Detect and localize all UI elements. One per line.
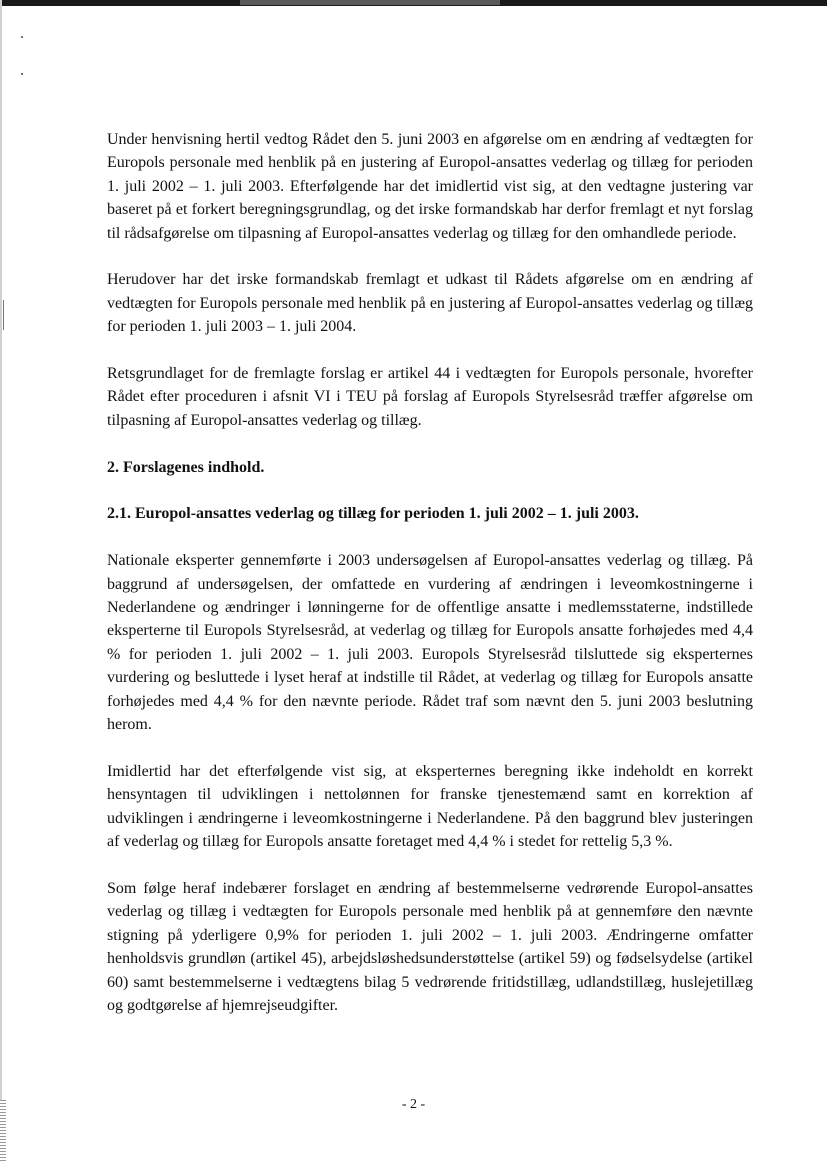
scan-border-left [0,0,2,1163]
paragraph-body-3: Som følge heraf indebærer forslaget en ændring af bestemmelserne vedrørende Europol-ansattes vederlag og tillæg i vedtægten for Europols personale med henblik på at gennemføre den nævnte stigning på yderligere 0,9% for perioden 1. juli 2002 – 1. juli 2003. Ændringerne omfatter henholdsvis grundløn (artikel 45), arbejdsløshedsunderstøttelse (artikel 59) og fødselsydelse (artikel 60) samt bestemmelserne i vedtægtens bilag 5 vedrørende fritidstillæg, udlandstillæg, huslejetillæg og godtgørelse af hjemrejseudgifter. [107,879,753,1014]
scan-mark-left [3,300,4,330]
paragraph-intro-2: Herudover har det irske formandskab fremlagt et udkast til Rådets afgørelse om en ændring af vedtægten for Europols personale med henblik på en justering af Europol-ansattes vederlag og tillæg for perioden 1. juli 2003 – 1. juli 2004. [107,271,753,336]
paragraph-body-2: Imidlertid har det efterfølgende vist sig, at eksperternes beregning ikke indeholdt en korrekt hensyntagen til udviklingen i nettolønnen for franske tjenestemænd samt en korrektion af udviklingen i ændringerne i leveomkostningerne i Nederlandene. På den baggrund blev justeringen af vederlag og tillæg for Europols ansatte foretaget med 4,4 % i stedet for rettelig 5,3 %. [107,762,753,851]
document-body [107,128,753,1041]
scan-speck [21,73,23,75]
paragraph-intro-1: Under henvisning hertil vedtog Rådet den 5. juni 2003 en afgørelse om en ændring af vedtægten for Europols personale med henblik på en justering af Europol-ansattes vederlag og tillæg for perioden 1. juli 2002 – 1. juli 2003. Efterfølgende har det imidlertid vist sig, at den vedtagne justering var baseret på et forkert beregningsgrundlag, og det irske formandskab har derfor fremlagt et nyt forslag til rådsafgørelse om tilpasning af Europol-ansattes vederlag og tillæg for den omhandlede periode. [107,131,753,242]
page-number: - 2 - [401,1097,426,1112]
paragraph-intro-3: Retsgrundlaget for de fremlagte forslag er artikel 44 i vedtægten for Europols personale, hvorefter Rådet efter proceduren i afsnit VI i TEU på forslag af Europols Styrelsesråd træffer afgørelse om tilpasning af Europol-ansattes vederlag og tillæg. [107,365,753,429]
section-heading: 2. Forslagenes indhold. [107,458,265,476]
paragraph-body-1: Nationale eksperter gennemførte i 2003 undersøgelsen af Europol-ansattes vederlag og tillæg. På baggrund af undersøgelsen, der omfattede en vurdering af ændringen i leveomkostningerne i Nederlandene og ændringer i lønningerne for de offentlige ansatte i medlemsstaterne, indstillede eksperterne til Europols Styrelsesråd, at vederlag og tillæg for Europols ansatte forhøjedes med 4,4 % for perioden 1. juli 2002 – 1. juli 2003. Europols Styrelsesråd tilsluttede sig eksperternes vurdering og besluttede i lyset heraf at indstille til Rådet, at vederlag og tillæg for Europols ansatte forhøjedes med 4,4 % for den nævnte periode. Rådet traf som nævnt den 5. juni 2003 beslutning herom. [107,552,753,734]
scan-border-top-streak [240,0,500,5]
scan-speck [21,36,23,38]
subsection-heading: 2.1. Europol-ansattes vederlag og tillæg for perioden 1. juli 2002 – 1. juli 2003. [107,505,639,523]
